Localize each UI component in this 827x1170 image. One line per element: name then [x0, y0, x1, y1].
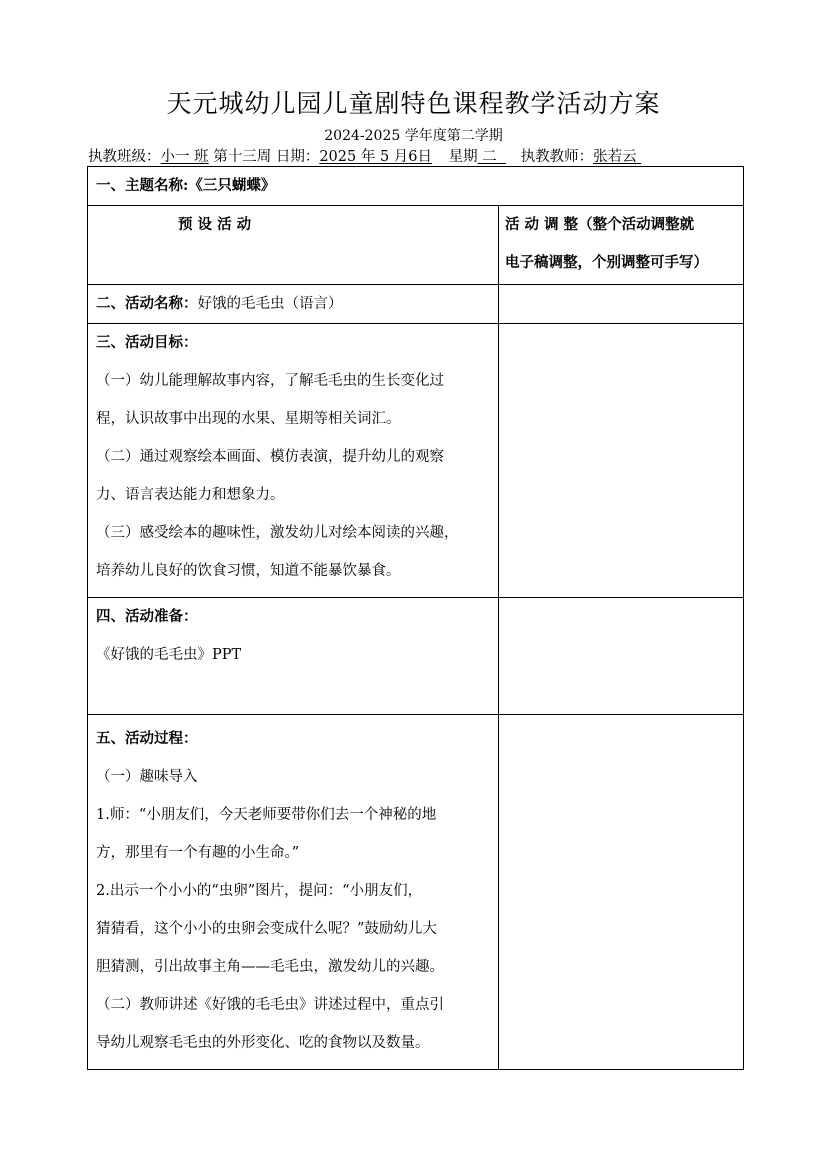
date-year-unit: 年 — [360, 149, 376, 165]
date-month-unit: 月 — [393, 149, 409, 165]
process-line: 2.出示一个小小的“虫卵”图片，提问：“小朋友们， — [96, 883, 423, 899]
goals-cell — [88, 324, 499, 598]
adjust-header-line2: 电子稿调整，个别调整可手写） — [505, 254, 708, 271]
process-line: 导幼儿观察毛毛虫的外形变化、吃的食物以及数量。 — [96, 1035, 430, 1051]
date-month: 5 — [379, 149, 390, 165]
teacher-value: 张若云 — [593, 149, 637, 165]
table-row — [88, 285, 744, 324]
activity-name-type: （语言） — [284, 296, 343, 312]
process-line: 1.师：“小朋友们，今天老师要带你们去一个神秘的地 — [96, 807, 437, 823]
weekday-label: 星期 — [448, 149, 478, 165]
goals-line: （一）幼儿能理解故事内容，了解毛毛虫的生长变化过 — [96, 373, 444, 389]
preset-header: 预 设 活 动 — [178, 216, 252, 233]
activity-name-adjust-cell — [499, 285, 744, 324]
activity-name-value: 好饿的毛毛虫 — [197, 296, 285, 312]
activity-name-label: 二、活动名称： — [96, 295, 198, 312]
process-line: 方，那里有一个有趣的小生命。” — [96, 845, 300, 861]
prep-item: 《好饿的毛毛虫》PPT — [96, 647, 242, 663]
document-title: 天元城幼儿园儿童剧特色课程教学活动方案 — [166, 89, 661, 118]
teacher-label: 执教教师： — [520, 149, 594, 165]
process-adjust-cell — [499, 715, 744, 1070]
table-row — [88, 715, 744, 1070]
table-row — [88, 598, 744, 715]
adjust-header-cell — [499, 206, 744, 285]
activity-name-cell — [88, 285, 499, 324]
goals-line: （三）感受绘本的趣味性，激发幼儿对绘本阅读的兴趣， — [96, 525, 459, 541]
goals-heading: 三、活动目标： — [96, 334, 198, 351]
date-day-unit: 日 — [417, 149, 433, 165]
process-cell — [88, 715, 499, 1070]
class-label: 执教班级： — [88, 149, 161, 165]
goals-line: 培养幼儿良好的饮食习惯，知道不能暴饮暴食。 — [96, 563, 401, 579]
table-row — [88, 206, 744, 285]
goals-line: 程，认识故事中出现的水果、星期等相关词汇。 — [96, 411, 401, 427]
document-subtitle: 2024-2025 学年度第二学期 — [324, 128, 503, 144]
teaching-info-line — [88, 145, 641, 166]
process-heading: 五、活动过程： — [96, 730, 198, 747]
prep-adjust-cell — [499, 598, 744, 715]
theme-title: 一、主题名称:《三只蝴蝶》 — [96, 177, 276, 194]
lesson-plan-table — [87, 166, 744, 1070]
process-line: （一）趣味导入 — [96, 769, 198, 785]
class-value: 小一 班 — [160, 149, 209, 165]
table-row — [88, 324, 744, 598]
date-year: 2025 — [319, 149, 357, 165]
prep-cell — [88, 598, 499, 715]
process-line: （二）教师讲述《好饿的毛毛虫》讲述过程中，重点引 — [96, 997, 444, 1013]
process-line: 猜猜看，这个小小的虫卵会变成什么呢？”鼓励幼儿大 — [96, 921, 437, 937]
date-day: 6 — [408, 149, 418, 165]
goals-line: （二）通过观察绘本画面、模仿表演，提升幼儿的观察 — [96, 449, 444, 465]
preset-header-cell — [88, 206, 499, 285]
goals-line: 力、语言表达能力和想象力。 — [96, 487, 285, 503]
adjust-header-line1: 活 动 调 整（整个活动调整就 — [505, 216, 695, 233]
date-label: 日期： — [275, 149, 320, 165]
prep-heading: 四、活动准备： — [96, 608, 198, 625]
week-value: 第十三周 — [213, 149, 272, 165]
table-row — [88, 167, 744, 206]
process-line: 胆猜测，引出故事主角——毛毛虫，激发幼儿的兴趣。 — [96, 959, 444, 975]
goals-adjust-cell — [499, 324, 744, 598]
weekday-value: 二 — [482, 149, 497, 165]
theme-cell — [88, 167, 744, 206]
